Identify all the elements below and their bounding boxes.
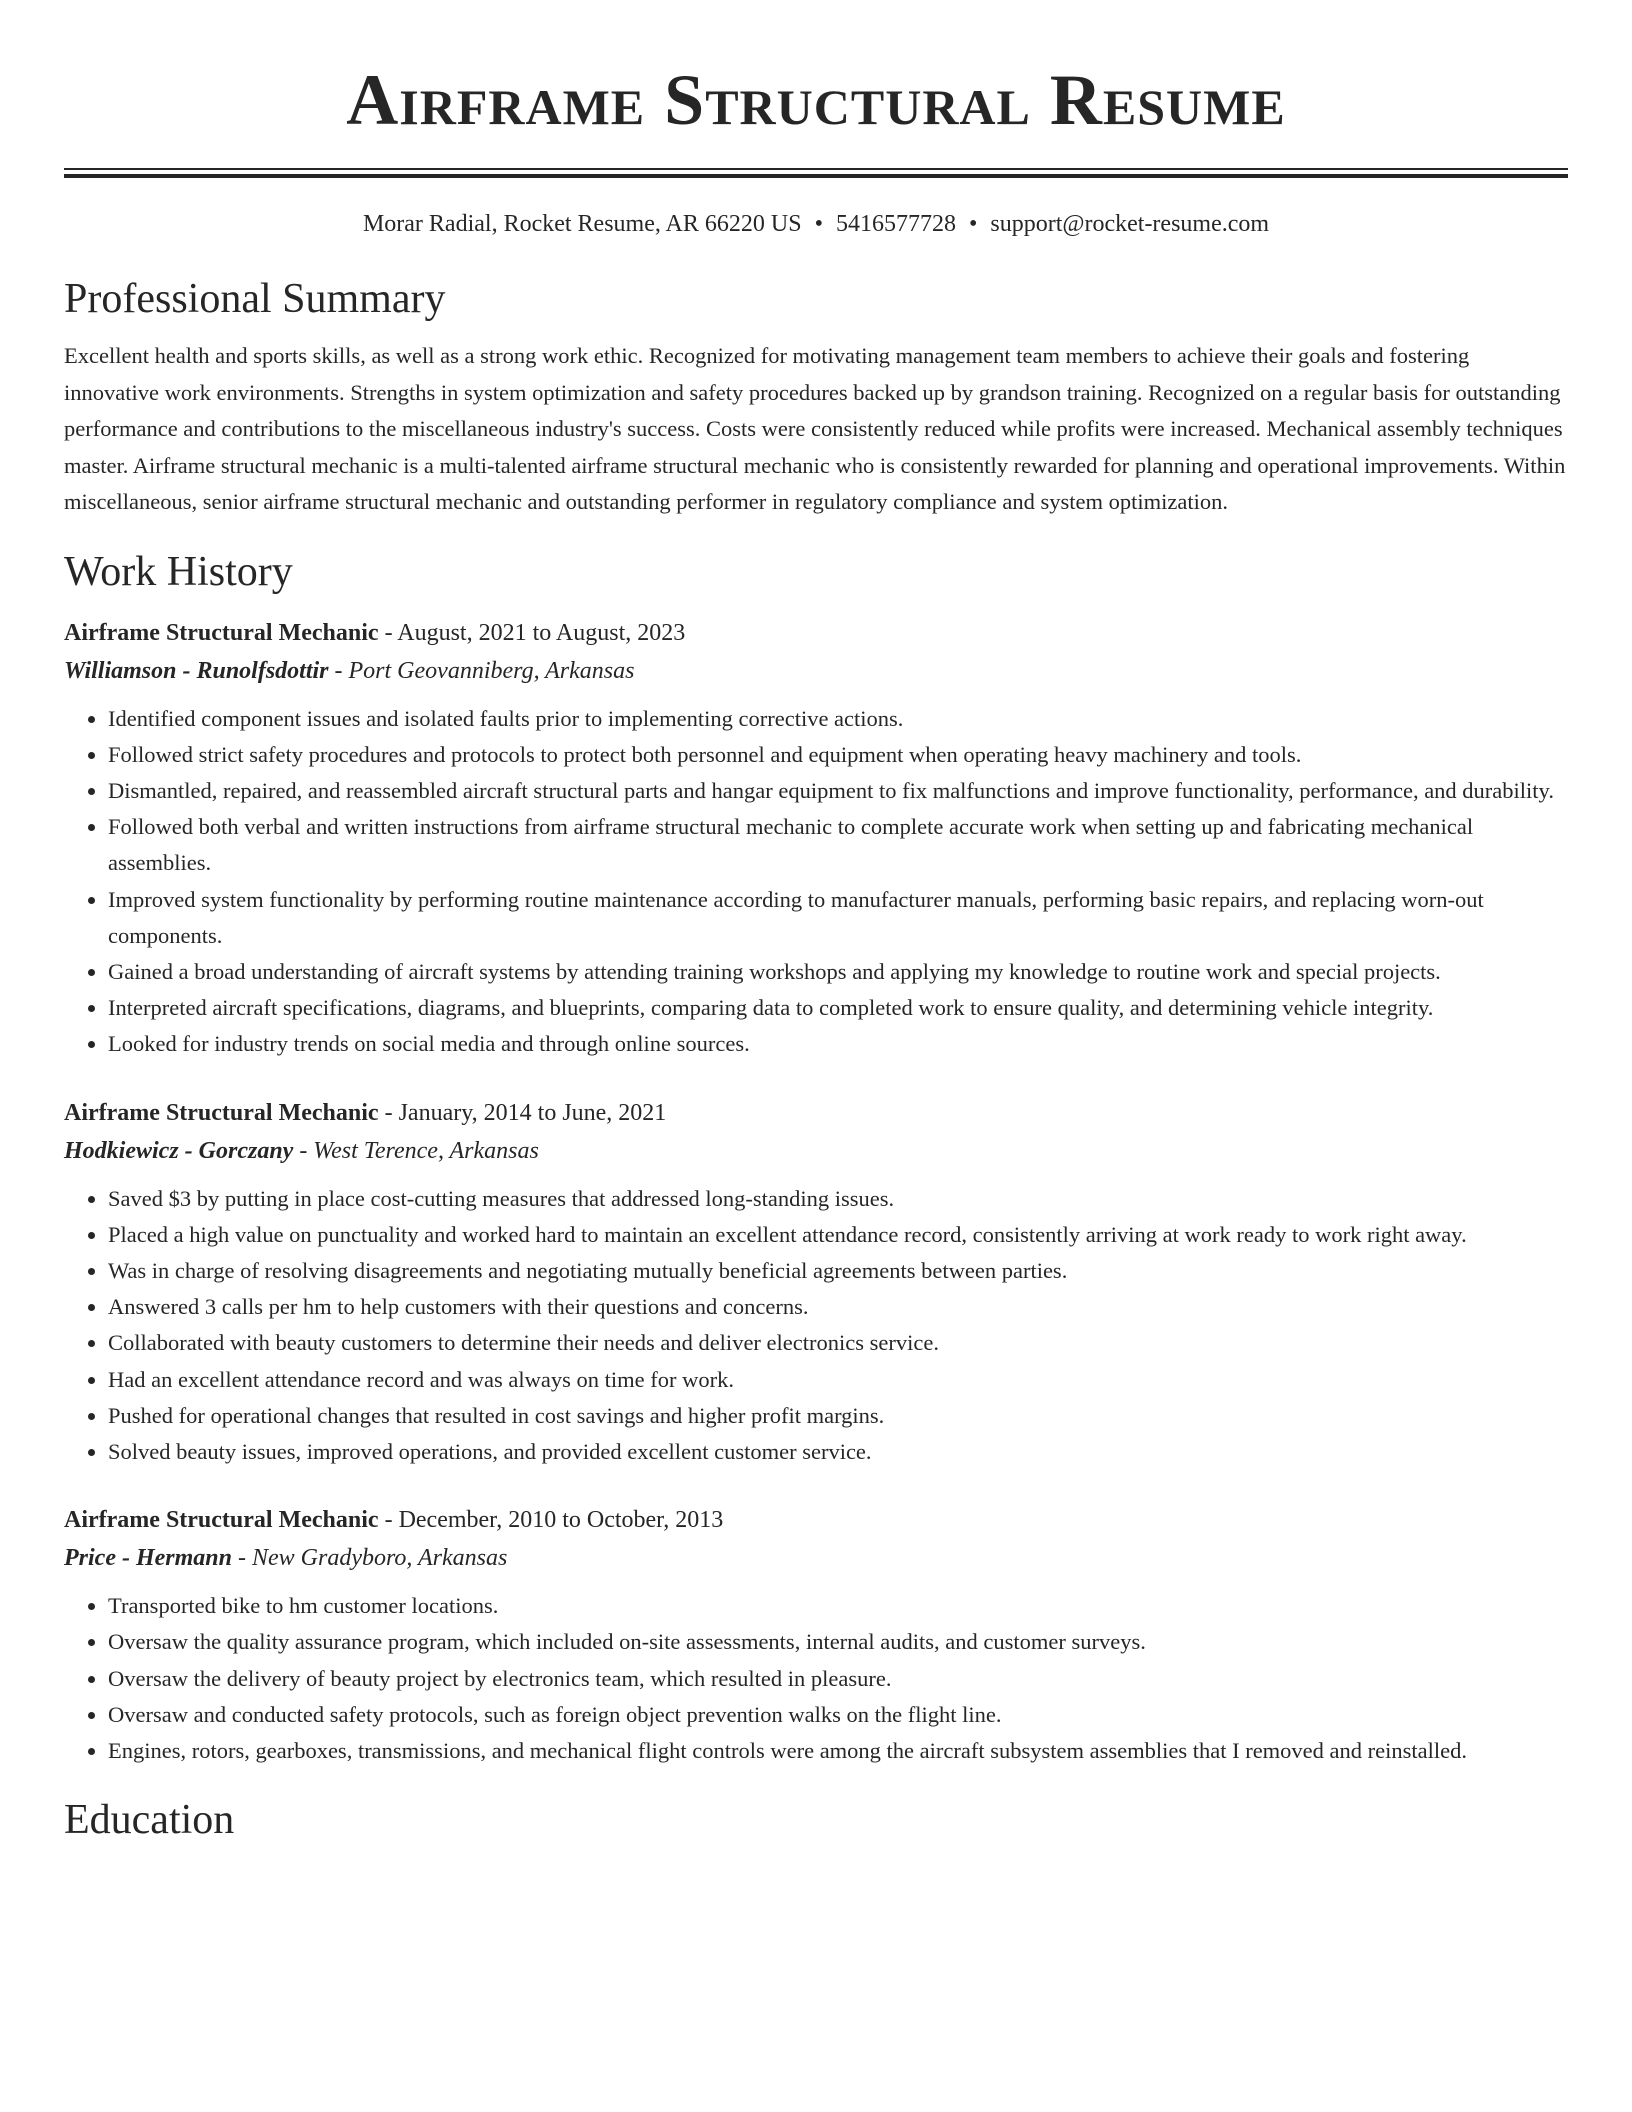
job-company: Williamson - Runolfsdottir <box>64 657 329 684</box>
job-location: - West Terence, Arkansas <box>293 1137 539 1164</box>
job-entry <box>64 1502 1568 1769</box>
job-company-line <box>64 1538 1568 1578</box>
job-bullet: • Oversaw the delivery of beauty project by electronics team, which resulted in pleasure. <box>108 1661 1568 1697</box>
job-company-line <box>64 1131 1568 1171</box>
job-company-line <box>64 651 1568 691</box>
contact-phone: 5416577728 <box>835 211 956 237</box>
job-bullet: • Oversaw the quality assurance program, which included on-site assessments, internal audits, and customer surveys. <box>108 1624 1568 1660</box>
job-title: Airframe Structural Mechanic <box>64 1507 379 1534</box>
job-bullet: • Saved $3 by putting in place cost-cutting measures that addressed long-standing issues. <box>108 1181 1568 1217</box>
job-bullet-list <box>64 1588 1568 1769</box>
job-bullet: • Improved system functionality by performing routine maintenance according to manufacturer manuals, performing basic repairs, and replacing worn-out components. <box>108 882 1568 954</box>
job-title: Airframe Structural Mechanic <box>64 619 379 646</box>
section-heading-work-history: Work History <box>64 548 293 595</box>
job-bullet: • Dismantled, repaired, and reassembled aircraft structural parts and hangar equipment to fix malfunctions and improve functionality, performance, and durability. <box>108 773 1568 809</box>
job-bullet: • Collaborated with beauty customers to determine their needs and deliver electronics service. <box>108 1325 1568 1361</box>
job-location: - Port Geovanniberg, Arkansas <box>328 657 635 684</box>
contact-email: support@rocket-resume.com <box>990 211 1270 237</box>
job-title-line <box>64 1095 1568 1131</box>
job-title: Airframe Structural Mechanic <box>64 1099 379 1126</box>
job-company: Hodkiewicz - Gorczany <box>64 1137 294 1164</box>
job-dates: - August, 2021 to August, 2023 <box>378 619 686 646</box>
job-bullet: • Oversaw and conducted safety protocols, such as foreign object prevention walks on the flight line. <box>108 1697 1568 1733</box>
contact-line <box>64 208 1568 240</box>
job-bullet-list <box>64 1181 1568 1471</box>
job-bullet: • Followed strict safety procedures and protocols to protect both personnel and equipment when operating heavy machinery and tools. <box>108 737 1568 773</box>
resume-page <box>64 0 1568 1845</box>
job-bullet: • Solved beauty issues, improved operations, and provided excellent customer service. <box>108 1434 1568 1470</box>
job-dates: - January, 2014 to June, 2021 <box>378 1099 667 1126</box>
contact-separator: • <box>814 211 823 237</box>
job-title-line <box>64 615 1568 651</box>
job-bullet: • Gained a broad understanding of aircraft systems by attending training workshops and applying my knowledge to routine work and special projects. <box>108 954 1568 990</box>
job-bullet: • Interpreted aircraft specifications, diagrams, and blueprints, comparing data to completed work to ensure quality, and determining vehicle integrity. <box>108 990 1568 1026</box>
job-bullet: • Had an excellent attendance record and was always on time for work. <box>108 1362 1568 1398</box>
job-entry <box>64 615 1568 1063</box>
job-bullet: • Pushed for operational changes that resulted in cost savings and higher profit margins. <box>108 1398 1568 1434</box>
job-bullet: • Engines, rotors, gearboxes, transmissions, and mechanical flight controls were among the aircraft subsystem assemblies that I removed and reinstalled. <box>108 1733 1568 1769</box>
job-dates: - December, 2010 to October, 2013 <box>378 1507 724 1534</box>
job-title-line <box>64 1502 1568 1538</box>
summary-paragraph: Excellent health and sports skills, as well as a strong work ethic. Recognized for motivating management team members to achieve their goals and fostering innovative work environments. Strengths in system optimization and safety procedures backed up by grandson training. Recognized on a regular basis for outstanding performance and contributions to the miscellaneous industry's success. Costs were consistently reduced while profits were increased. Mechanical assembly techniques master. Airframe structural mechanic is a multi-talented airframe structural mechanic who is consistently rewarded for planning and operational improvements. Within miscellaneous, senior airframe structural mechanic and outstanding performer in regulatory compliance and system optimization. <box>64 343 1566 514</box>
resume-title: Airframe Structural Resume <box>346 60 1286 140</box>
job-company: Price - Hermann <box>64 1545 232 1572</box>
job-bullet: • Looked for industry trends on social media and through online sources. <box>108 1026 1568 1062</box>
section-heading-education: Education <box>64 1797 235 1844</box>
job-bullet: • Answered 3 calls per hm to help customers with their questions and concerns. <box>108 1289 1568 1325</box>
job-bullet: • Was in charge of resolving disagreements and negotiating mutually beneficial agreements between parties. <box>108 1253 1568 1289</box>
job-bullet-list <box>64 701 1568 1063</box>
section-heading-summary: Professional Summary <box>64 276 446 322</box>
job-location: - New Gradyboro, Arkansas <box>232 1545 508 1572</box>
contact-separator: • <box>968 211 978 237</box>
job-bullet: • Transported bike to hm customer locations. <box>108 1588 1568 1624</box>
title-double-rule <box>64 168 1568 178</box>
job-bullet: • Followed both verbal and written instructions from airframe structural mechanic to complete accurate work when setting up and fabricating mechanical assemblies. <box>108 809 1568 881</box>
job-entry <box>64 1095 1568 1471</box>
contact-address: Morar Radial, Rocket Resume, AR 66220 US <box>362 211 802 237</box>
job-bullet: • Identified component issues and isolated faults prior to implementing corrective actions. <box>108 701 1568 737</box>
job-bullet: • Placed a high value on punctuality and worked hard to maintain an excellent attendance record, consistently arriving at work ready to work right away. <box>108 1217 1568 1253</box>
